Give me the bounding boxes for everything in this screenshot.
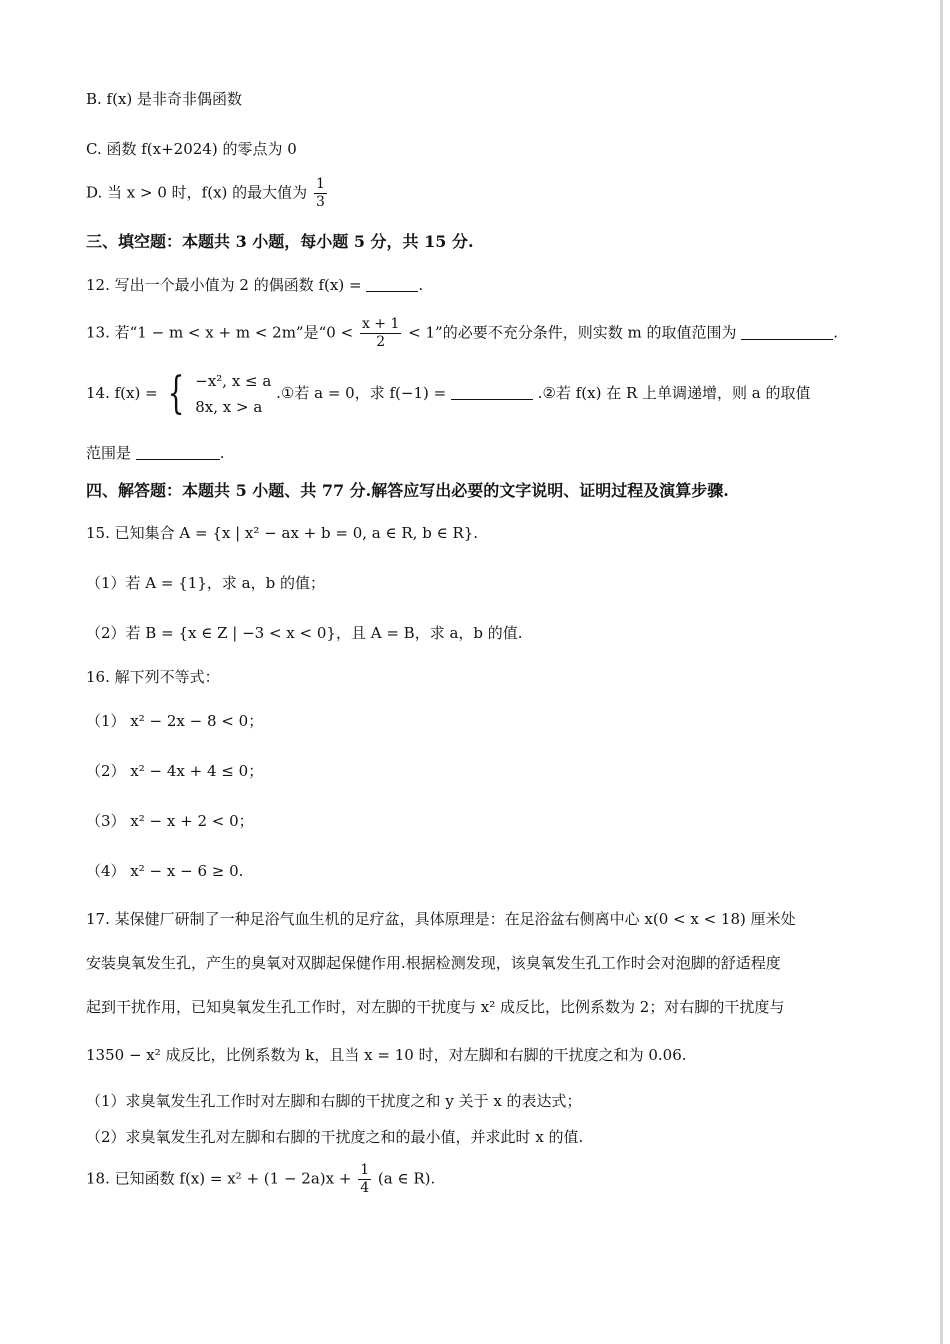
question-13: 13. 若“1 − m < x + m < 2m”是“0 < $\frac{x + 1}{2}$ < 1”的必要不充分条件，则实数 m 的取值范围为 . <box>86 316 839 350</box>
question-14-line2-text: 范围是 <box>86 444 132 462</box>
section-3-heading: 三、填空题：本题共 3 小题，每小题 5 分，共 15 分. <box>86 232 474 251</box>
question-14-post: .②若 f(x) 在 R 上单调递增，则 a 的取值 <box>537 384 811 402</box>
option-b: B. f(x) 是非奇非偶函数 <box>86 90 243 108</box>
question-15-part-2: （2）若 B = {x ∈ Z | −3 < x < 0}，且 A = B，求 a，b 的值. <box>86 624 523 642</box>
question-14-pre: 14. f(x) = <box>86 384 158 402</box>
option-d <box>86 176 329 211</box>
question-16-stem: 16. 解下列不等式： <box>86 668 220 686</box>
question-14-blank-1[interactable] <box>451 383 533 400</box>
question-17-line-4: 1350 − x² 成反比，比例系数为 k，且当 x = 10 时，对左脚和右脚的干扰度之和为 0.06. <box>86 1046 687 1064</box>
question-17-part-1: （1）求臭氧发生孔工作时对左脚和右脚的干扰度之和 y 关于 x 的表达式； <box>86 1092 582 1110</box>
question-14 <box>86 368 811 420</box>
piecewise-case-1: −x², x ≤ a <box>195 372 272 390</box>
question-18-denominator: 4 <box>360 1180 370 1196</box>
question-17-line-3: 起到干扰作用，已知臭氧发生孔工作时，对左脚的干扰度与 x² 成反比，比例系数为 2；对右脚的干扰度与 <box>86 998 785 1016</box>
question-13-fraction <box>360 316 401 351</box>
question-14-mid: .①若 a = 0，求 f(−1) = <box>276 384 447 402</box>
question-16-part-4: （4） x² − x − 6 ≥ 0. <box>86 862 244 880</box>
question-18-pre: 18. 已知函数 f(x) = x² + (1 − 2a)x + <box>86 1169 352 1188</box>
page-edge-shadow <box>940 0 943 1344</box>
question-13-post: < 1”的必要不充分条件，则实数 m 的取值范围为 <box>408 323 737 342</box>
question-16-part-2: （2） x² − 4x + 4 ≤ 0； <box>86 762 264 780</box>
question-12: 12. 写出一个最小值为 2 的偶函数 f(x) = . <box>86 276 424 294</box>
question-17-line-1: 17. 某保健厂研制了一种足浴气血生机的足疗盆，具体原理是：在足浴盆右侧离中心 x(0 < x < 18) 厘米处 <box>86 910 796 928</box>
question-12-text: 12. 写出一个最小值为 2 的偶函数 f(x) = <box>86 276 362 294</box>
question-16-part-1: （1） x² − 2x − 8 < 0； <box>86 712 264 730</box>
piecewise-case-2: 8x, x > a <box>195 398 263 416</box>
option-c: C. 函数 f(x+2024) 的零点为 0 <box>86 140 297 158</box>
option-d-text: D. 当 x > 0 时，f(x) 的最大值为 <box>86 183 308 202</box>
question-13-pre: 13. 若“1 − m < x + m < 2m”是“0 < <box>86 323 354 342</box>
question-13-numerator: x + 1 <box>361 316 400 332</box>
option-d-numerator: 1 <box>315 176 325 192</box>
question-18-post: (a ∈ R). <box>377 1169 436 1188</box>
piecewise-cases <box>195 368 271 420</box>
question-14-blank-2[interactable] <box>136 443 220 460</box>
question-12-blank[interactable] <box>366 275 418 292</box>
question-13-blank[interactable] <box>741 323 833 340</box>
question-14-line-2: 范围是 . <box>86 444 225 462</box>
question-18 <box>86 1162 435 1197</box>
section-4-heading: 四、解答题：本题共 5 小题、共 77 分.解答应写出必要的文字说明、证明过程及演算步骤. <box>86 481 729 500</box>
question-15-stem: 15. 已知集合 A = {x | x² − ax + b = 0, a ∈ R, b ∈ R}. <box>86 524 479 542</box>
piecewise-brace: { <box>168 368 185 419</box>
question-18-numerator: 1 <box>360 1162 370 1178</box>
option-d-fraction <box>314 176 327 211</box>
question-17-line-2: 安装臭氧发生孔，产生的臭氧对双脚起保健作用.根据检测发现，该臭氧发生孔工作时会对泡脚的舒适程度 <box>86 954 781 972</box>
question-18-fraction <box>358 1162 371 1197</box>
question-13-denominator: 2 <box>376 334 386 350</box>
option-d-denominator: 3 <box>315 194 325 210</box>
question-15-part-1: （1）若 A = {1}，求 a，b 的值； <box>86 574 325 592</box>
question-17-part-2: （2）求臭氧发生孔对左脚和右脚的干扰度之和的最小值，并求此时 x 的值. <box>86 1128 584 1146</box>
question-16-part-3: （3） x² − x + 2 < 0； <box>86 812 254 830</box>
